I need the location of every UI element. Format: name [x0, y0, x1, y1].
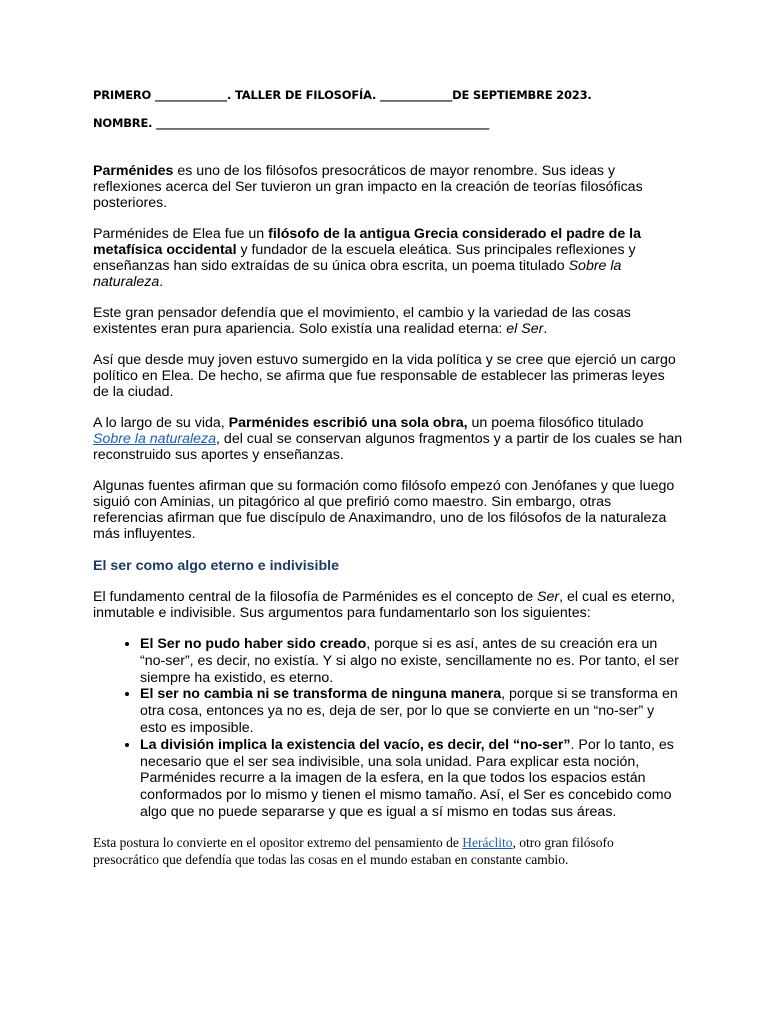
- paragraph-politics: [93, 352, 683, 400]
- paragraph-biography: [93, 226, 683, 290]
- paragraph-text: Esta postura lo convierte en el opositor extremo del pensamiento de: [93, 834, 463, 850]
- paragraph-text: , del cual se conservan algunos fragmentos y a partir de los cuales se han reconstruido sus aportes y enseñanzas.: [93, 431, 683, 463]
- document-page: [93, 88, 683, 881]
- paragraph-text: es uno de los filósofos presocráticos de mayor renombre. Sus ideas y reflexiones acerca del Ser tuvieron un gran impacto en la creación de teorías filosóficas posteriores.: [93, 163, 643, 211]
- bold-text: El ser no cambia ni se transforma de ninguna manera: [140, 686, 502, 703]
- paragraph-text: El fundamento central de la filosofía de Parménides es el concepto de: [93, 589, 538, 605]
- bold-text: La división implica la existencia del vacío, es decir, del “no-ser”: [140, 736, 571, 753]
- paragraph-closing: [93, 834, 683, 868]
- link-heraclito[interactable]: Heráclito: [462, 834, 513, 850]
- bold-text: filósofo de la antigua Grecia considerado el padre de la metafísica occidental: [93, 226, 642, 258]
- paragraph-text: .: [159, 274, 164, 290]
- paragraph-text: Parménides de Elea fue un: [93, 226, 269, 242]
- list-item: [140, 686, 683, 736]
- bold-text: Parménides: [93, 163, 174, 179]
- list-item: [140, 737, 683, 821]
- list-item-text: . Por lo tanto, es necesario que el ser sea indivisible, una sola unidad. Para explicar esta noción, Parménides recurre a la imagen de la esfera, en la que todos los espacios están conformados por lo mismo y tienen el mismo tamaño. Así, el Ser es concebido como algo que no puede separarse y que es igual a sí mismo en todas sus áreas.: [140, 736, 674, 820]
- link-text: Sobre la naturaleza: [93, 431, 217, 447]
- paragraph-text: y fundador de la escuela eleática. Sus principales reflexiones y enseñanzas han sido extraídas de su única obra escrita, un poema titulado: [93, 242, 636, 274]
- paragraph-text: un poema filosófico titulado: [467, 415, 644, 431]
- section-heading: El ser como algo eterno e indivisible: [93, 558, 339, 574]
- italic-text: el Ser: [506, 321, 544, 337]
- paragraph-text: A lo largo de su vida,: [93, 415, 229, 431]
- paragraph-intro: [93, 163, 683, 211]
- header-line-course: PRIMERO _____________. TALLER DE FILOSOFÍA. _____________DE SEPTIEMBRE 2023.: [93, 88, 592, 102]
- paragraph-thought: [93, 305, 683, 337]
- italic-text: Ser: [537, 589, 560, 605]
- paragraph-work: [93, 415, 683, 463]
- bold-text: Parménides escribió una sola obra,: [228, 415, 468, 431]
- italic-text: Sobre la naturaleza: [93, 258, 622, 290]
- paragraph-text: Este gran pensador defendía que el movimiento, el cambio y la variedad de las cosas existentes eran pura apariencia. Solo existía una realidad eterna:: [93, 305, 631, 337]
- paragraph-text: .: [543, 321, 548, 337]
- paragraph-formation: [93, 478, 683, 542]
- arguments-list: [93, 636, 683, 821]
- list-item: [140, 636, 683, 686]
- list-item-text: , porque si es así, antes de su creación era un “no-ser”, es decir, no existía. Y si algo no existe, sencillamente no es. Por tanto, el ser siempre ha existido, es eterno.: [140, 636, 679, 686]
- paragraph-text: Así que desde muy joven estuvo sumergido en la vida política y se cree que ejerció un cargo político en Elea. De hecho, se afirma que fue responsable de establecer las primeras leyes de la ciudad.: [93, 352, 676, 400]
- paragraph-text: , otro gran filósofo presocrático que defendía que todas las cosas en el mundo estaban en constante cambio.: [93, 834, 614, 867]
- header-line-name: NOMBRE. ____________________________________________________________: [93, 116, 490, 130]
- bold-text: El Ser no pudo haber sido creado: [140, 636, 367, 652]
- paragraph-text: Algunas fuentes afirman que su formación como filósofo empezó con Jenófanes y que luego siguió con Aminias, un pitagórico al que prefirió como maestro. Sin embargo, otras referencias afirman que fue discípulo de Anaximandro, uno de los filósofos de la naturaleza más influyentes.: [93, 478, 675, 542]
- paragraph-foundation: [93, 589, 683, 621]
- list-item-text: , porque si se transforma en otra cosa, entonces ya no es, deja de ser, por lo que se convierte en un “no-ser” y esto es imposible.: [140, 686, 678, 736]
- link-sobre-la-naturaleza[interactable]: [93, 431, 216, 447]
- paragraph-text: , el cual es eterno, inmutable e indivisible. Sus argumentos para fundamentarlo son los siguientes:: [93, 589, 676, 621]
